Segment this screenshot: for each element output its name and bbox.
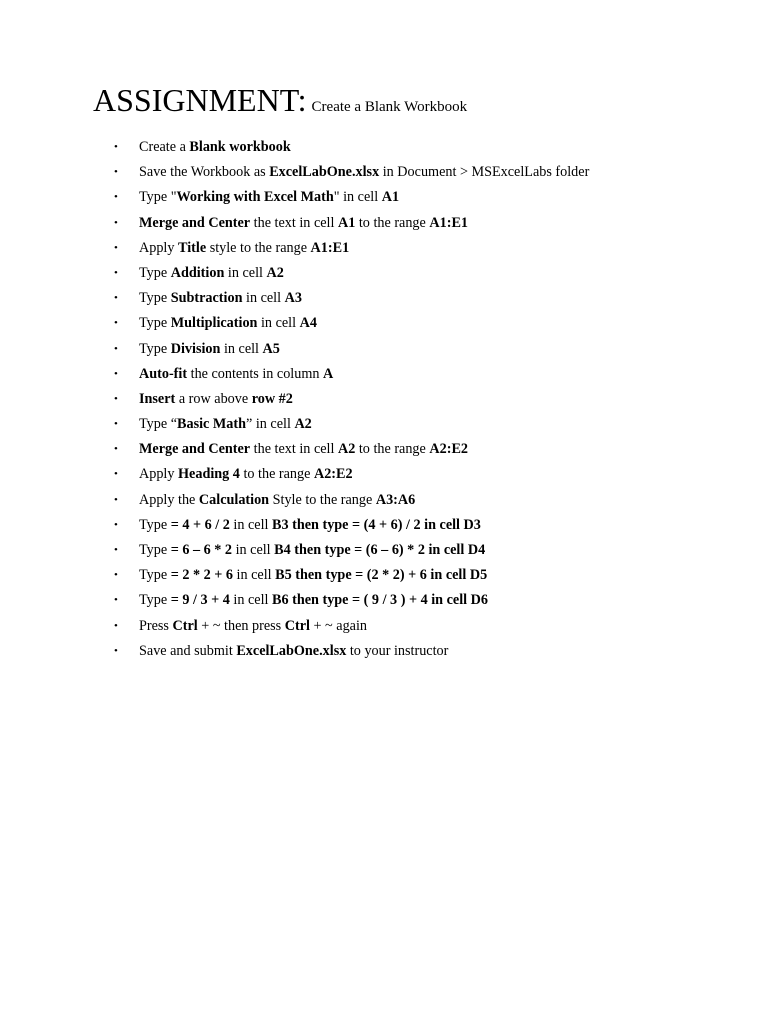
task-text-bold: Insert: [139, 390, 176, 407]
task-text-segment: Type: [139, 290, 171, 307]
task-text: [139, 263, 284, 283]
task-text-segment: to the range: [239, 466, 314, 483]
task-text-bold: Subtraction: [170, 290, 243, 307]
task-text: [139, 540, 485, 560]
bullet-icon: •: [114, 619, 118, 632]
task-text-bold: A2:E2: [313, 466, 353, 483]
task-text: [139, 187, 399, 207]
task-text-bold: B4 then type = (6 – 6) * 2 in cell D4: [274, 542, 486, 558]
task-text-segment: Save and submit: [139, 642, 237, 659]
task-text: [139, 288, 302, 308]
task-text-bold: B5 then type = (2 * 2) + 6 in cell D5: [275, 567, 488, 584]
task-text: [139, 162, 589, 182]
task-text-segment: Type: [139, 340, 171, 357]
bullet-icon: •: [114, 518, 118, 531]
assignment-heading: [93, 84, 467, 116]
task-text-segment: " in cell: [333, 189, 382, 206]
task-text-segment: in cell: [242, 290, 285, 307]
task-text-segment: in Document > MSExcelLabs folder: [379, 164, 590, 181]
task-text-segment: Type “: [139, 416, 178, 433]
task-text: [139, 439, 468, 459]
task-text-segment: a row above: [175, 390, 252, 407]
bullet-icon: •: [114, 342, 118, 355]
bullet-icon: •: [114, 216, 118, 229]
task-text-segment: + ~ then press: [197, 617, 285, 634]
task-text-segment: in cell: [233, 567, 276, 584]
task-text: [139, 490, 415, 510]
task-text-bold: A5: [262, 340, 280, 357]
task-text-bold: Division: [170, 340, 221, 357]
bullet-icon: •: [114, 141, 118, 153]
task-text-bold: Addition: [170, 264, 225, 281]
task-text-bold: A: [323, 365, 334, 382]
task-text: [139, 464, 353, 484]
task-text-segment: + ~ again: [309, 617, 367, 634]
task-text-bold: A1: [337, 214, 356, 231]
task-text: [139, 389, 293, 409]
task-text-segment: the contents in column: [187, 365, 324, 382]
task-text-bold: Ctrl: [172, 617, 198, 634]
task-text-segment: to the range: [355, 441, 430, 458]
task-text-bold: Auto-fit: [139, 365, 188, 382]
task-text-segment: the text in cell: [250, 441, 338, 458]
task-text-segment: the text in cell: [250, 214, 338, 231]
task-text-segment: Type: [139, 542, 171, 558]
task-text-bold: A4: [299, 315, 317, 332]
task-text-bold: A2: [337, 441, 356, 458]
task-text: [139, 339, 280, 359]
task-text-segment: in cell: [220, 340, 263, 357]
task-text-bold: Multiplication: [170, 315, 258, 332]
task-text-segment: Create a: [139, 139, 190, 155]
task-text-segment: Save the Workbook as: [139, 164, 270, 181]
task-text-segment: Press: [139, 617, 173, 634]
task-text-segment: in cell: [257, 315, 300, 332]
task-text-segment: in cell: [229, 592, 273, 609]
bullet-icon: •: [114, 367, 118, 380]
task-text-bold: Title: [178, 239, 207, 256]
bullet-icon: •: [114, 166, 118, 179]
task-text: [139, 364, 333, 384]
task-text-bold: ExcelLabOne.xlsx: [236, 642, 347, 659]
task-text-bold: = 6 – 6 * 2: [170, 542, 233, 558]
task-text: [139, 616, 367, 636]
bullet-icon: •: [114, 292, 118, 305]
task-text-bold: Blank workbook: [189, 139, 291, 155]
task-text-segment: in cell: [224, 264, 267, 281]
task-text-segment: Style to the range: [269, 491, 376, 508]
task-text-bold: Working with Excel Math: [176, 189, 334, 206]
task-text-segment: to the range: [355, 214, 430, 231]
task-text-bold: A3:A6: [375, 491, 416, 508]
task-text-bold: A1: [381, 189, 400, 206]
task-text: [139, 641, 448, 661]
bullet-icon: •: [114, 569, 118, 582]
bullet-icon: •: [114, 644, 118, 657]
task-text-segment: Type: [139, 315, 171, 332]
task-text-segment: in cell: [229, 516, 273, 533]
task-text: [139, 213, 468, 233]
task-text-bold: = 2 * 2 + 6: [170, 567, 233, 584]
task-text: [139, 414, 312, 434]
task-text-bold: A2: [266, 264, 284, 281]
bullet-icon: •: [114, 493, 118, 506]
bullet-icon: •: [114, 266, 118, 279]
task-text-bold: A2:E2: [429, 441, 468, 458]
bullet-icon: •: [114, 443, 118, 456]
task-text-bold: row #2: [251, 390, 293, 407]
task-text: [139, 590, 488, 610]
task-text-segment: ” in cell: [245, 416, 295, 433]
bullet-icon: •: [114, 418, 118, 431]
task-text-segment: Apply the: [139, 491, 199, 508]
task-text-bold: A3: [284, 290, 302, 307]
task-text-segment: Type: [139, 567, 171, 584]
bullet-icon: •: [114, 317, 118, 330]
task-text-bold: ExcelLabOne.xlsx: [269, 164, 380, 181]
task-text-bold: Basic Math: [177, 416, 246, 433]
task-text: [139, 137, 291, 157]
task-text-segment: Type ": [139, 189, 177, 206]
task-text-segment: Type: [139, 264, 171, 281]
task-text-bold: B3 then type = (4 + 6) / 2 in cell D3: [272, 516, 481, 533]
bullet-icon: •: [114, 544, 118, 556]
task-text-bold: = 9 / 3 + 4: [170, 592, 230, 609]
task-text-segment: in cell: [232, 542, 275, 558]
bullet-icon: •: [114, 392, 118, 405]
task-text-segment: Type: [139, 516, 171, 533]
bullet-icon: •: [114, 468, 118, 481]
task-text-segment: style to the range: [206, 239, 311, 256]
task-text-bold: Merge and Center: [139, 214, 251, 231]
task-text-bold: A1:E1: [429, 214, 468, 231]
heading-title: ASSIGNMENT:: [93, 82, 307, 118]
task-text-bold: Merge and Center: [139, 441, 251, 458]
task-text-bold: A2: [294, 416, 312, 433]
task-text-segment: Apply: [139, 239, 179, 256]
task-text-segment: to your instructor: [346, 642, 449, 659]
bullet-icon: •: [114, 594, 118, 607]
heading-subtitle: Create a Blank Workbook: [311, 99, 468, 115]
task-text-bold: A1:E1: [310, 239, 350, 256]
task-text: [139, 565, 487, 585]
task-text: [139, 515, 481, 535]
task-text-bold: Heading 4: [178, 466, 240, 483]
bullet-icon: •: [114, 191, 118, 204]
task-text-bold: Calculation: [198, 491, 270, 508]
task-text-bold: Ctrl: [284, 617, 310, 634]
task-text-segment: Type: [139, 592, 171, 609]
task-text-bold: B6 then type = ( 9 / 3 ) + 4 in cell D6: [272, 592, 488, 609]
task-text-segment: Apply: [139, 466, 179, 483]
task-text: [139, 313, 317, 333]
bullet-icon: •: [114, 241, 118, 254]
task-text-bold: = 4 + 6 / 2: [170, 516, 230, 533]
task-text: [139, 238, 349, 258]
